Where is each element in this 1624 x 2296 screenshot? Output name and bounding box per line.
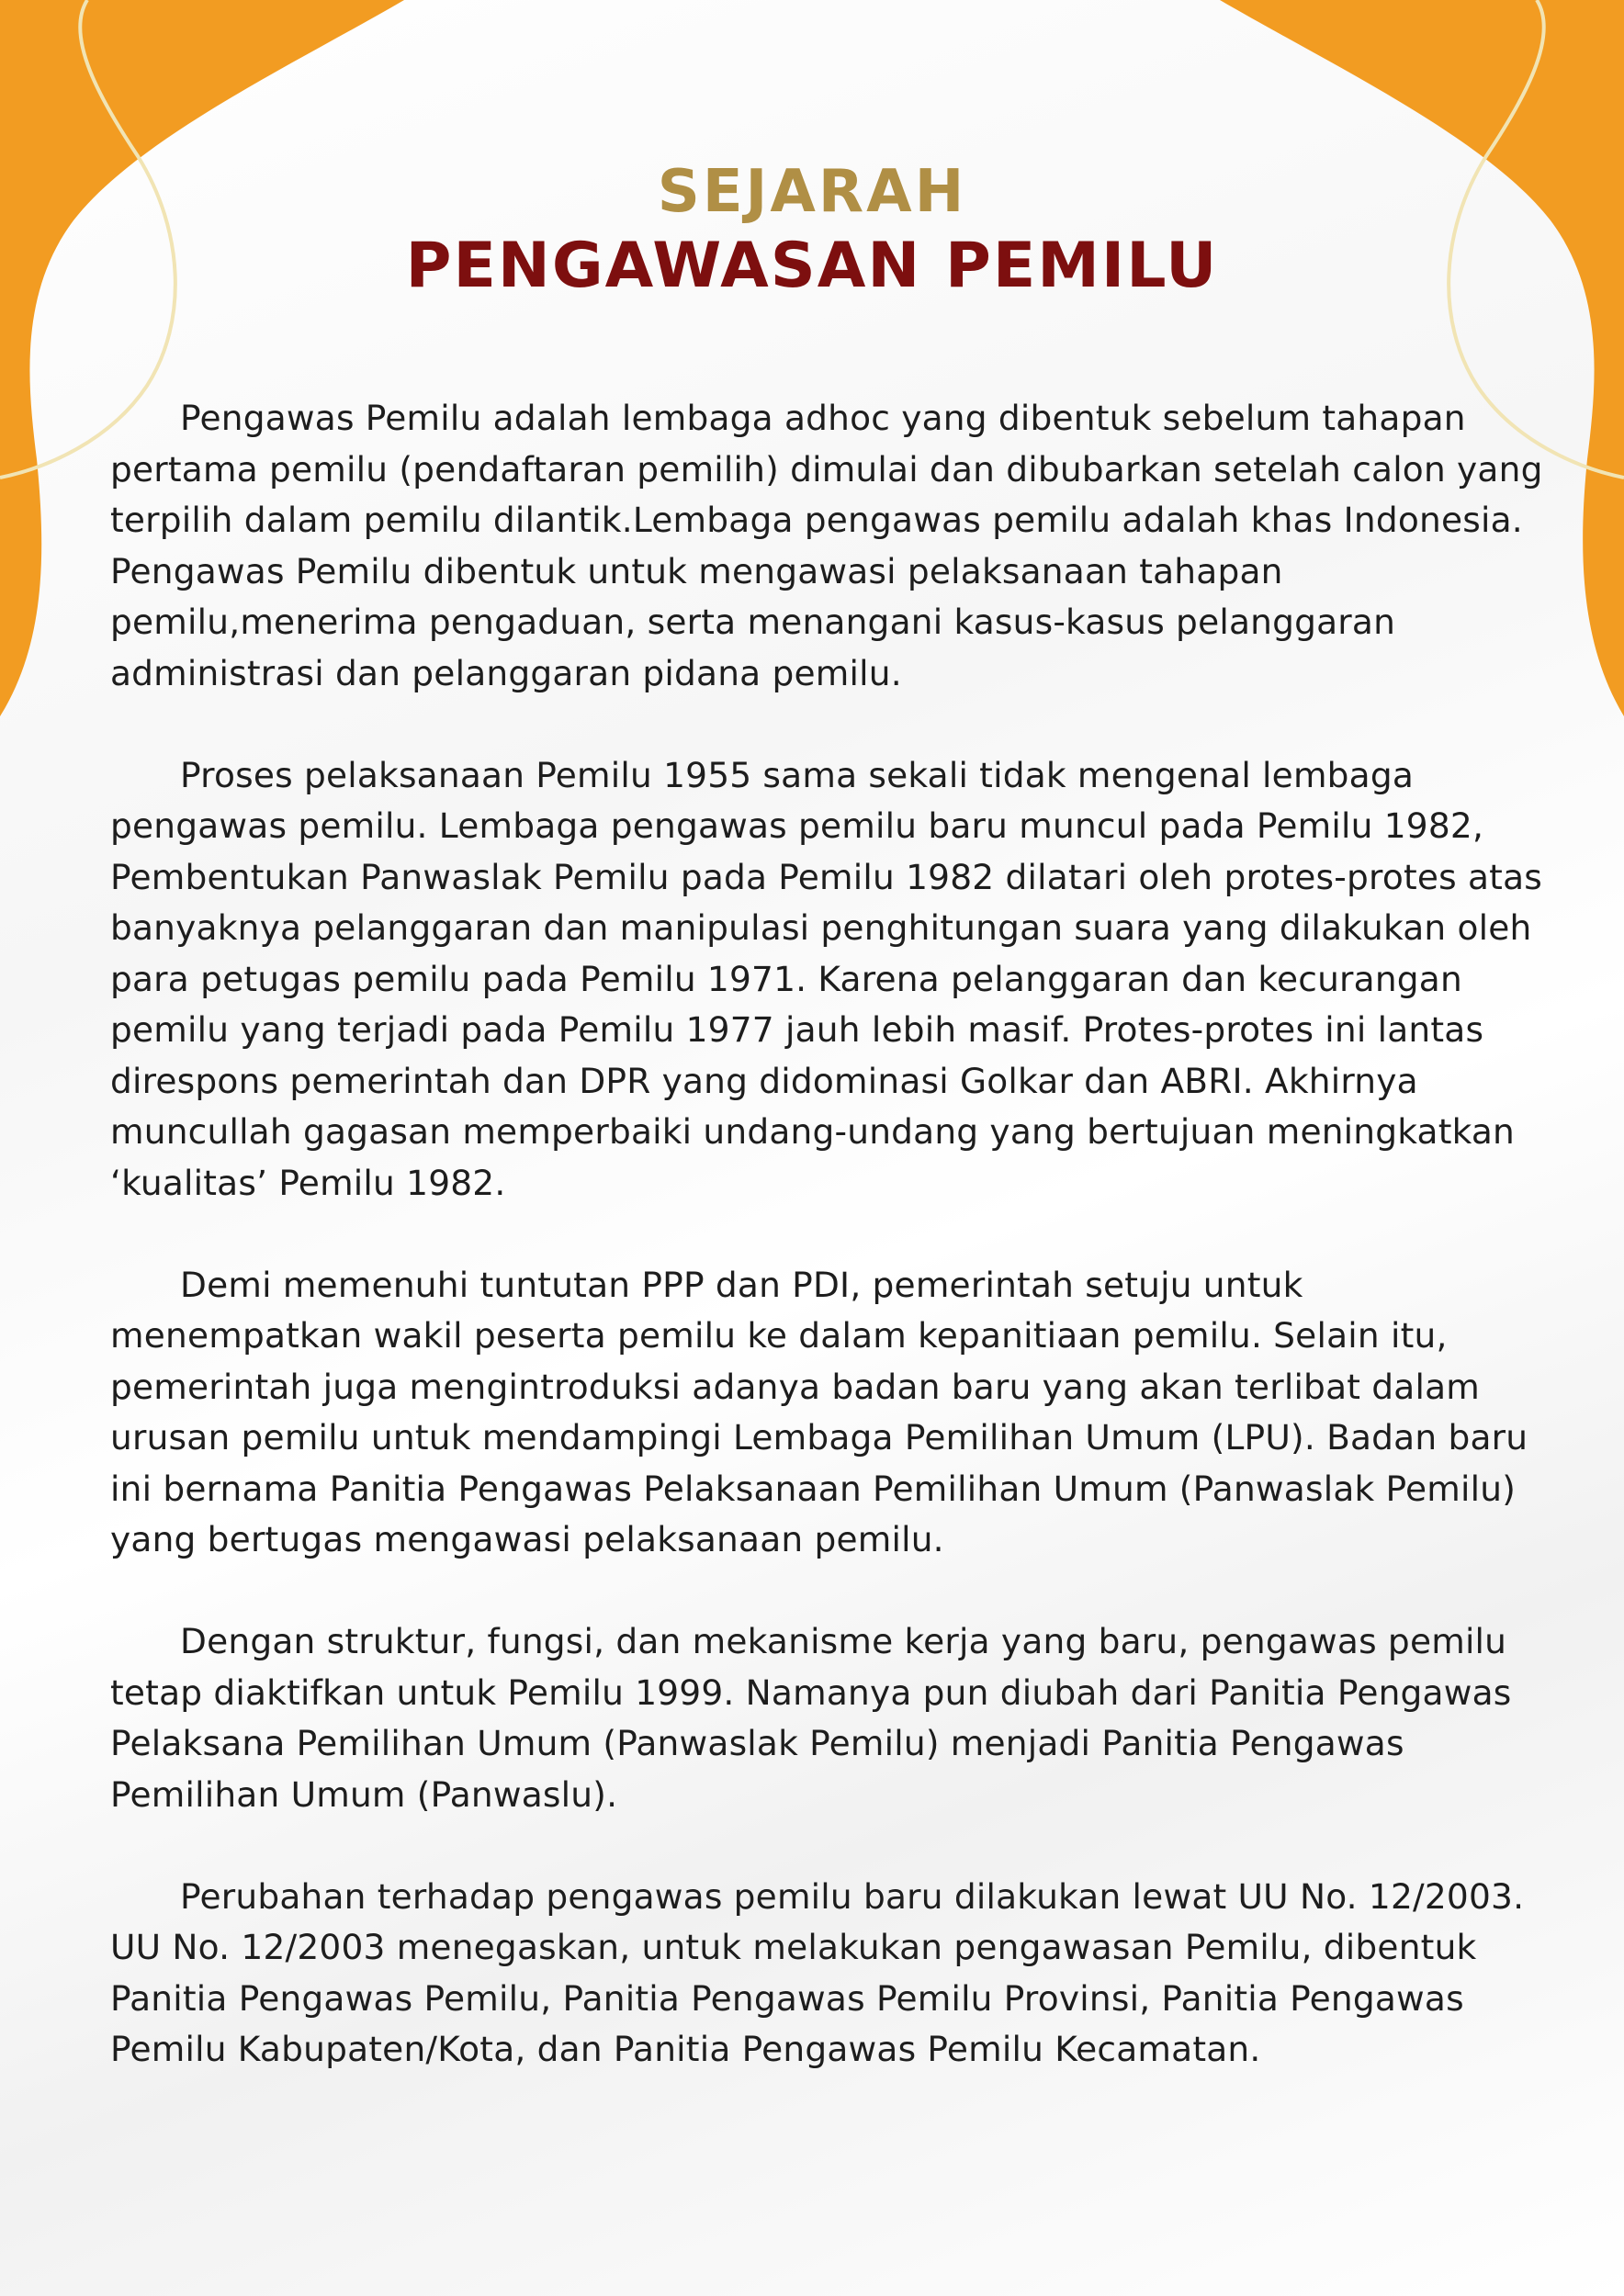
paragraph-5: Perubahan terhadap pengawas pemilu baru dilakukan lewat UU No. 12/2003. UU No. 12/2003 menegaskan, untuk melakukan pengawasan Pemilu, dibentuk Panitia Pengawas Pemilu, Panitia Pengawas Pemilu Provinsi, Panitia Pengawas Pemilu Kabupaten/Kota, dan Panitia Pengawas Pemilu Kecamatan. (110, 1875, 1525, 2069)
body-text (110, 393, 1543, 2126)
paragraph-1: Pengawas Pemilu adalah lembaga adhoc yang dibentuk sebelum tahapan pertama pemilu (pendaftaran pemilih) dimulai dan dibubarkan setelah calon yang terpilih dalam pemilu dilantik.Lembaga pengawas pemilu adalah khas Indonesia. Pengawas Pemilu dibentuk untuk mengawasi pelaksanaan tahapan pemilu,menerima pengaduan, serta menangani kasus-kasus pelanggaran administrasi dan pelanggaran pidana pemilu. (110, 398, 1543, 693)
paragraph-4: Dengan struktur, fungsi, dan mekanisme kerja yang baru, pengawas pemilu tetap diaktifkan untuk Pemilu 1999. Namanya pun diubah dari Panitia Pengawas Pelaksana Pemilihan Umum (Panwaslak Pemilu) menjadi Panitia Pengawas Pemilihan Umum (Panwaslu). (110, 1621, 1512, 1815)
paragraph-2-intro: Proses pelaksanaan Pemilu 1955 sama sekali tidak mengenal lembaga pengawas pemilu. Lembaga pengawas pemilu baru muncul pada Pemilu 1982, (110, 754, 1484, 846)
paragraph-2-continuation: Pembentukan Panwaslak Pemilu pada Pemilu 1982 dilatari oleh protes-protes atas banyaknya pelanggaran dan manipulasi penghitungan suara yang dilakukan oleh para petugas pemilu pada Pemilu 1971. Karena pelanggaran dan kecurangan pemilu yang terjadi pada Pemilu 1977 jauh lebih masif. Protes-protes ini lantas direspons pemerintah dan DPR yang didominasi Golkar dan ABRI. Akhirnya muncullah gagasan memperbaiki undang-undang yang bertujuan meningkatkan ‘kualitas’ Pemilu 1982. (110, 856, 1542, 1203)
title-line-1: SEJARAH (657, 158, 967, 226)
title-line-2: PENGAWASAN PEMILU (405, 230, 1219, 302)
paragraph-3: Demi memenuhi tuntutan PPP dan PDI, pemerintah setuju untuk menempatkan wakil peserta pemilu ke dalam kepanitiaan pemilu. Selain itu, pemerintah juga mengintroduksi adanya badan baru yang akan terlibat dalam urusan pemilu untuk mendampingi Lembaga Pemilihan Umum (LPU). Badan baru ini bernama Panitia Pengawas Pelaksanaan Pemilihan Umum (Panwaslak Pemilu) yang bertugas mengawasi pelaksanaan pemilu. (110, 1264, 1528, 1559)
paragraph-2 (110, 750, 1543, 1210)
